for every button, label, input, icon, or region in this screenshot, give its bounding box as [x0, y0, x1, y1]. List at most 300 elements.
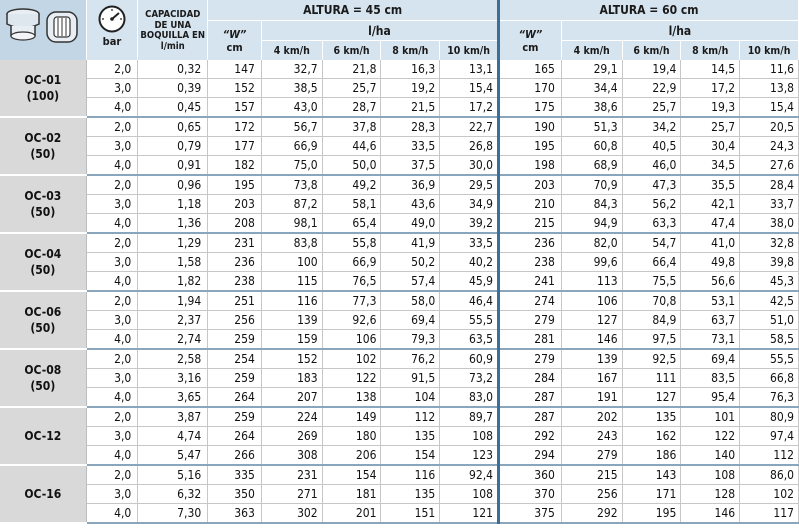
nozzle-mesh: (50): [30, 147, 56, 161]
w60-value: 279: [499, 350, 562, 369]
table-row: [0, 156, 799, 176]
lha45-8-value: 116: [381, 466, 440, 485]
lha60-10-value: 11,6: [740, 60, 799, 79]
lha60-4-value: 139: [561, 350, 622, 369]
lha60-10-value: 112: [740, 446, 799, 466]
lha60-6-value: 127: [622, 388, 681, 408]
lha60-8-value: 83,5: [681, 369, 740, 388]
lha45-10-value: 46,4: [440, 292, 499, 311]
w45-value: 195: [208, 176, 262, 195]
lha45-10-value: 29,5: [440, 176, 499, 195]
lha60-10-value: 24,3: [740, 137, 799, 156]
lha45-6-value: 201: [322, 504, 381, 524]
lha60-10-value: 102: [740, 485, 799, 504]
pressure-value: 4,0: [86, 214, 138, 234]
lha60-10-value: 55,5: [740, 350, 799, 369]
nozzle-mesh: (50): [30, 379, 56, 393]
w45-value: 147: [208, 60, 262, 79]
table-row: [0, 292, 799, 311]
lha60-10-value: 76,3: [740, 388, 799, 408]
nozzle-name-cell: [0, 291, 86, 349]
lha45-6-value: 154: [322, 466, 381, 485]
lha60-10-value: 13,8: [740, 79, 799, 98]
lha45-6-value: 76,5: [322, 272, 381, 292]
w45-value: 172: [208, 118, 262, 137]
lha45-6-value: 92,6: [322, 311, 381, 330]
lha45-10-value: 121: [440, 504, 499, 524]
lha45-6-value: 55,8: [322, 234, 381, 253]
lha45-10-value: 92,4: [440, 466, 499, 485]
lha60-10-value: 28,4: [740, 176, 799, 195]
nozzle-mesh: (50): [30, 205, 56, 219]
pressure-value: 3,0: [86, 369, 138, 388]
lha60-4-value: 70,9: [561, 176, 622, 195]
lha60-6-value: 171: [622, 485, 681, 504]
capacity-value: 1,36: [138, 214, 208, 234]
lha45-4-value: 152: [261, 350, 322, 369]
w45-value: 231: [208, 234, 262, 253]
w60-value: 370: [499, 485, 562, 504]
lha45-10-value: 89,7: [440, 408, 499, 427]
lha45-8-value: 43,6: [381, 195, 440, 214]
lha45-6-value: 21,8: [322, 60, 381, 79]
nozzle-name: OC-01: [24, 73, 62, 87]
lha45-4-value: 207: [261, 388, 322, 408]
lha60-6-value: 97,5: [622, 330, 681, 350]
pressure-header: [86, 0, 138, 60]
lha60-6-value: 63,3: [622, 214, 681, 234]
w45-value: 152: [208, 79, 262, 98]
nozzle-name-cell: [0, 175, 86, 233]
lha45-4-value: 43,0: [261, 98, 322, 118]
lha60-6-value: 84,9: [622, 311, 681, 330]
lha60-8-value: 63,7: [681, 311, 740, 330]
capacity-value: 2,74: [138, 330, 208, 350]
lha60-6-value: 186: [622, 446, 681, 466]
capacity-value: 1,82: [138, 272, 208, 292]
capacity-value: 1,18: [138, 195, 208, 214]
lha45-8-value: 49,0: [381, 214, 440, 234]
speed45-8: 8 km/h: [381, 41, 440, 61]
lha45-4-value: 83,8: [261, 234, 322, 253]
w45-value: 350: [208, 485, 262, 504]
capacity-value: 2,37: [138, 311, 208, 330]
nozzle-name: OC-04: [24, 247, 62, 261]
lha60-6-value: 66,4: [622, 253, 681, 272]
nozzle-name: OC-06: [24, 305, 62, 319]
pressure-value: 2,0: [86, 408, 138, 427]
lha45-4-value: 269: [261, 427, 322, 446]
lha45-8-value: 33,5: [381, 137, 440, 156]
nozzle-group: [0, 407, 799, 465]
w60-value: 294: [499, 446, 562, 466]
lha60-8-value: 122: [681, 427, 740, 446]
lha60-4-value: 191: [561, 388, 622, 408]
pressure-value: 3,0: [86, 427, 138, 446]
w60-value: 170: [499, 79, 562, 98]
pressure-value: 3,0: [86, 485, 138, 504]
lha60-4-value: 34,4: [561, 79, 622, 98]
lha60-10-value: 27,6: [740, 156, 799, 176]
lha45-8-value: 135: [381, 427, 440, 446]
lha60-8-value: 42,1: [681, 195, 740, 214]
lha60-10-value: 86,0: [740, 466, 799, 485]
lha45-4-value: 116: [261, 292, 322, 311]
w60-value: 210: [499, 195, 562, 214]
w45-value: 157: [208, 98, 262, 118]
lha60-4-value: 106: [561, 292, 622, 311]
lha60-4-value: 29,1: [561, 60, 622, 79]
table-row: [0, 118, 799, 137]
table-row: [0, 350, 799, 369]
w60-value: 236: [499, 234, 562, 253]
table-row: [0, 234, 799, 253]
lha45-4-value: 308: [261, 446, 322, 466]
table-row: [0, 485, 799, 504]
pressure-value: 2,0: [86, 234, 138, 253]
lha60-4-value: 82,0: [561, 234, 622, 253]
w45-value: 259: [208, 369, 262, 388]
lha60-8-value: 41,0: [681, 234, 740, 253]
lha60-8-value: 30,4: [681, 137, 740, 156]
lha60-4-value: 243: [561, 427, 622, 446]
table-row: [0, 195, 799, 214]
lha45-4-value: 231: [261, 466, 322, 485]
lha60-4-value: 99,6: [561, 253, 622, 272]
lha45-6-value: 50,0: [322, 156, 381, 176]
lha45-6-value: 66,9: [322, 253, 381, 272]
w60-value: 281: [499, 330, 562, 350]
lha60-4-value: 127: [561, 311, 622, 330]
lha45-6-value: 149: [322, 408, 381, 427]
table-row: [0, 272, 799, 292]
lha60-10-value: 20,5: [740, 118, 799, 137]
lha60-4-value: 38,6: [561, 98, 622, 118]
lha60-8-value: 95,4: [681, 388, 740, 408]
capacity-value: 0,96: [138, 176, 208, 195]
lha45-10-value: 40,2: [440, 253, 499, 272]
w60-value: 165: [499, 60, 562, 79]
lha45-4-value: 56,7: [261, 118, 322, 137]
table-row: [0, 214, 799, 234]
nozzle-name: OC-03: [24, 189, 62, 203]
lha60-4-value: 51,3: [561, 118, 622, 137]
lha45-6-value: 44,6: [322, 137, 381, 156]
w45-value: 208: [208, 214, 262, 234]
lha60-6-value: 25,7: [622, 98, 681, 118]
table-row: [0, 253, 799, 272]
w60-value: 198: [499, 156, 562, 176]
lha45-8-value: 104: [381, 388, 440, 408]
lha60-10-value: 80,9: [740, 408, 799, 427]
lha45-8-value: 151: [381, 504, 440, 524]
lha45-8-value: 50,2: [381, 253, 440, 272]
lha45-10-value: 26,8: [440, 137, 499, 156]
capacity-value: 5,16: [138, 466, 208, 485]
speed45-6: 6 km/h: [322, 41, 381, 61]
lha60-8-value: 17,2: [681, 79, 740, 98]
lha60-10-value: 58,5: [740, 330, 799, 350]
lha45-4-value: 38,5: [261, 79, 322, 98]
table-row: [0, 466, 799, 485]
nozzle-name-cell: [0, 465, 86, 523]
lha45-8-value: 154: [381, 446, 440, 466]
lha60-6-value: 92,5: [622, 350, 681, 369]
pressure-value: 4,0: [86, 388, 138, 408]
table-row: [0, 311, 799, 330]
w45-value: 254: [208, 350, 262, 369]
lha60-10-value: 66,8: [740, 369, 799, 388]
lha60-4-value: 146: [561, 330, 622, 350]
pressure-value: 3,0: [86, 253, 138, 272]
lha45-10-value: 34,9: [440, 195, 499, 214]
table-row: [0, 446, 799, 466]
section-45-title: ALTURA = 45 cm: [208, 0, 499, 21]
nozzle-name-cell: [0, 407, 86, 465]
capacity-value: 0,39: [138, 79, 208, 98]
pressure-value: 3,0: [86, 137, 138, 156]
table-row: [0, 60, 799, 79]
lha45-8-value: 69,4: [381, 311, 440, 330]
lha45-10-value: 123: [440, 446, 499, 466]
pressure-value: 2,0: [86, 350, 138, 369]
lha60-6-value: 162: [622, 427, 681, 446]
lha60-10-value: 97,4: [740, 427, 799, 446]
w45-header: [208, 21, 262, 61]
lha60-header: l/ha: [561, 21, 798, 41]
lha60-4-value: 292: [561, 504, 622, 524]
lha45-10-value: 17,2: [440, 98, 499, 118]
w45-value: 259: [208, 330, 262, 350]
nozzle-icons-cell: [0, 0, 86, 60]
table-row: [0, 98, 799, 118]
lha45-4-value: 115: [261, 272, 322, 292]
speed60-4: 4 km/h: [561, 41, 622, 61]
pressure-value: 4,0: [86, 272, 138, 292]
nozzle-group: [0, 233, 799, 291]
lha45-8-value: 112: [381, 408, 440, 427]
pressure-gauge-icon: [97, 4, 127, 34]
table-row: [0, 369, 799, 388]
w45-value: 236: [208, 253, 262, 272]
capacity-value: 3,16: [138, 369, 208, 388]
lha60-6-value: 56,2: [622, 195, 681, 214]
lha60-4-value: 60,8: [561, 137, 622, 156]
lha45-10-value: 108: [440, 485, 499, 504]
capacity-value: 0,32: [138, 60, 208, 79]
speed60-10: 10 km/h: [740, 41, 799, 61]
w60-value: 241: [499, 272, 562, 292]
w60-value: 203: [499, 176, 562, 195]
w45-value: 335: [208, 466, 262, 485]
pressure-value: 2,0: [86, 60, 138, 79]
lha60-10-value: 45,3: [740, 272, 799, 292]
nozzle-group: [0, 291, 799, 349]
lha45-10-value: 108: [440, 427, 499, 446]
lha60-8-value: 73,1: [681, 330, 740, 350]
lha45-6-value: 28,7: [322, 98, 381, 118]
lha45-10-value: 60,9: [440, 350, 499, 369]
lha45-10-value: 15,4: [440, 79, 499, 98]
lha45-8-value: 41,9: [381, 234, 440, 253]
lha45-6-value: 106: [322, 330, 381, 350]
lha45-4-value: 32,7: [261, 60, 322, 79]
lha45-6-value: 206: [322, 446, 381, 466]
lha45-6-value: 180: [322, 427, 381, 446]
capacity-value: 1,94: [138, 292, 208, 311]
lha45-8-value: 91,5: [381, 369, 440, 388]
w60-value: 284: [499, 369, 562, 388]
nozzle-name-cell: [0, 117, 86, 175]
lha45-8-value: 28,3: [381, 118, 440, 137]
lha45-4-value: 271: [261, 485, 322, 504]
lha60-6-value: 34,2: [622, 118, 681, 137]
lha45-4-value: 159: [261, 330, 322, 350]
w60-unit: cm: [522, 40, 539, 54]
lha45-4-value: 75,0: [261, 156, 322, 176]
lha60-10-value: 117: [740, 504, 799, 524]
lha45-10-value: 13,1: [440, 60, 499, 79]
w60-header: [499, 21, 562, 61]
lha60-4-value: 94,9: [561, 214, 622, 234]
nozzle-product-icon: [3, 2, 83, 54]
w45-value: 238: [208, 272, 262, 292]
w60-value: 274: [499, 292, 562, 311]
lha45-6-value: 102: [322, 350, 381, 369]
capacity-value: 1,29: [138, 234, 208, 253]
lha45-8-value: 79,3: [381, 330, 440, 350]
nozzle-group: [0, 175, 799, 233]
lha60-4-value: 215: [561, 466, 622, 485]
capacity-value: 5,47: [138, 446, 208, 466]
lha60-8-value: 19,3: [681, 98, 740, 118]
w45-value: 256: [208, 311, 262, 330]
w45-value: 363: [208, 504, 262, 524]
lha60-4-value: 68,9: [561, 156, 622, 176]
capacity-value: 7,30: [138, 504, 208, 524]
nozzle-group: [0, 60, 799, 117]
lha45-6-value: 58,1: [322, 195, 381, 214]
lha60-8-value: 128: [681, 485, 740, 504]
table-row: [0, 79, 799, 98]
lha60-8-value: 69,4: [681, 350, 740, 369]
speed60-8: 8 km/h: [681, 41, 740, 61]
pressure-value: 3,0: [86, 79, 138, 98]
w60-value: 215: [499, 214, 562, 234]
lha45-4-value: 183: [261, 369, 322, 388]
lha45-6-value: 25,7: [322, 79, 381, 98]
lha60-4-value: 279: [561, 446, 622, 466]
nozzle-name-cell: [0, 233, 86, 291]
lha60-6-value: 75,5: [622, 272, 681, 292]
capacity-value: 6,32: [138, 485, 208, 504]
lha45-8-value: 37,5: [381, 156, 440, 176]
capacity-value: 3,87: [138, 408, 208, 427]
lha60-6-value: 111: [622, 369, 681, 388]
lha45-10-value: 83,0: [440, 388, 499, 408]
lha60-8-value: 108: [681, 466, 740, 485]
lha45-8-value: 76,2: [381, 350, 440, 369]
lha60-4-value: 113: [561, 272, 622, 292]
w60-value: 238: [499, 253, 562, 272]
lha60-8-value: 56,6: [681, 272, 740, 292]
lha60-8-value: 53,1: [681, 292, 740, 311]
lha60-6-value: 19,4: [622, 60, 681, 79]
w45-value: 251: [208, 292, 262, 311]
nozzle-mesh: (50): [30, 263, 56, 277]
w60-value: 195: [499, 137, 562, 156]
w60-value: 287: [499, 408, 562, 427]
w60-value: 375: [499, 504, 562, 524]
lha45-4-value: 87,2: [261, 195, 322, 214]
nozzle-name: OC-12: [24, 429, 62, 443]
lha60-6-value: 54,7: [622, 234, 681, 253]
nozzle-mesh: (100): [26, 89, 60, 103]
pressure-value: 3,0: [86, 195, 138, 214]
lha45-8-value: 135: [381, 485, 440, 504]
lha45-8-value: 16,3: [381, 60, 440, 79]
table-row: [0, 408, 799, 427]
capacity-value: 0,79: [138, 137, 208, 156]
lha45-6-value: 138: [322, 388, 381, 408]
lha45-6-value: 49,2: [322, 176, 381, 195]
w45-label: “W”: [222, 27, 247, 41]
pressure-value: 3,0: [86, 311, 138, 330]
lha45-8-value: 19,2: [381, 79, 440, 98]
lha60-8-value: 34,5: [681, 156, 740, 176]
lha45-6-value: 122: [322, 369, 381, 388]
lha45-4-value: 100: [261, 253, 322, 272]
w45-value: 264: [208, 427, 262, 446]
w45-unit: cm: [226, 40, 243, 54]
pressure-value: 4,0: [86, 446, 138, 466]
pressure-value: 2,0: [86, 176, 138, 195]
lha45-10-value: 22,7: [440, 118, 499, 137]
lha45-10-value: 30,0: [440, 156, 499, 176]
w60-value: 175: [499, 98, 562, 118]
w60-value: 292: [499, 427, 562, 446]
lha45-4-value: 66,9: [261, 137, 322, 156]
w60-label: “W”: [518, 27, 543, 41]
speed60-6: 6 km/h: [622, 41, 681, 61]
w45-value: 177: [208, 137, 262, 156]
w60-value: 279: [499, 311, 562, 330]
w45-value: 182: [208, 156, 262, 176]
w45-value: 264: [208, 388, 262, 408]
w45-value: 266: [208, 446, 262, 466]
capacity-value: 1,58: [138, 253, 208, 272]
lha45-6-value: 181: [322, 485, 381, 504]
pressure-value: 4,0: [86, 504, 138, 524]
nozzle-name-cell: [0, 349, 86, 407]
lha45-4-value: 139: [261, 311, 322, 330]
lha45-10-value: 73,2: [440, 369, 499, 388]
lha60-8-value: 14,5: [681, 60, 740, 79]
table-row: [0, 504, 799, 524]
lha60-10-value: 33,7: [740, 195, 799, 214]
capacity-value: 0,45: [138, 98, 208, 118]
nozzle-name: OC-02: [24, 131, 62, 145]
lha60-10-value: 38,0: [740, 214, 799, 234]
lha60-8-value: 35,5: [681, 176, 740, 195]
nozzle-name: OC-08: [24, 363, 62, 377]
lha45-10-value: 63,5: [440, 330, 499, 350]
nozzle-group: [0, 349, 799, 407]
lha60-8-value: 47,4: [681, 214, 740, 234]
lha45-6-value: 77,3: [322, 292, 381, 311]
pressure-value: 2,0: [86, 466, 138, 485]
capacity-value: 4,74: [138, 427, 208, 446]
